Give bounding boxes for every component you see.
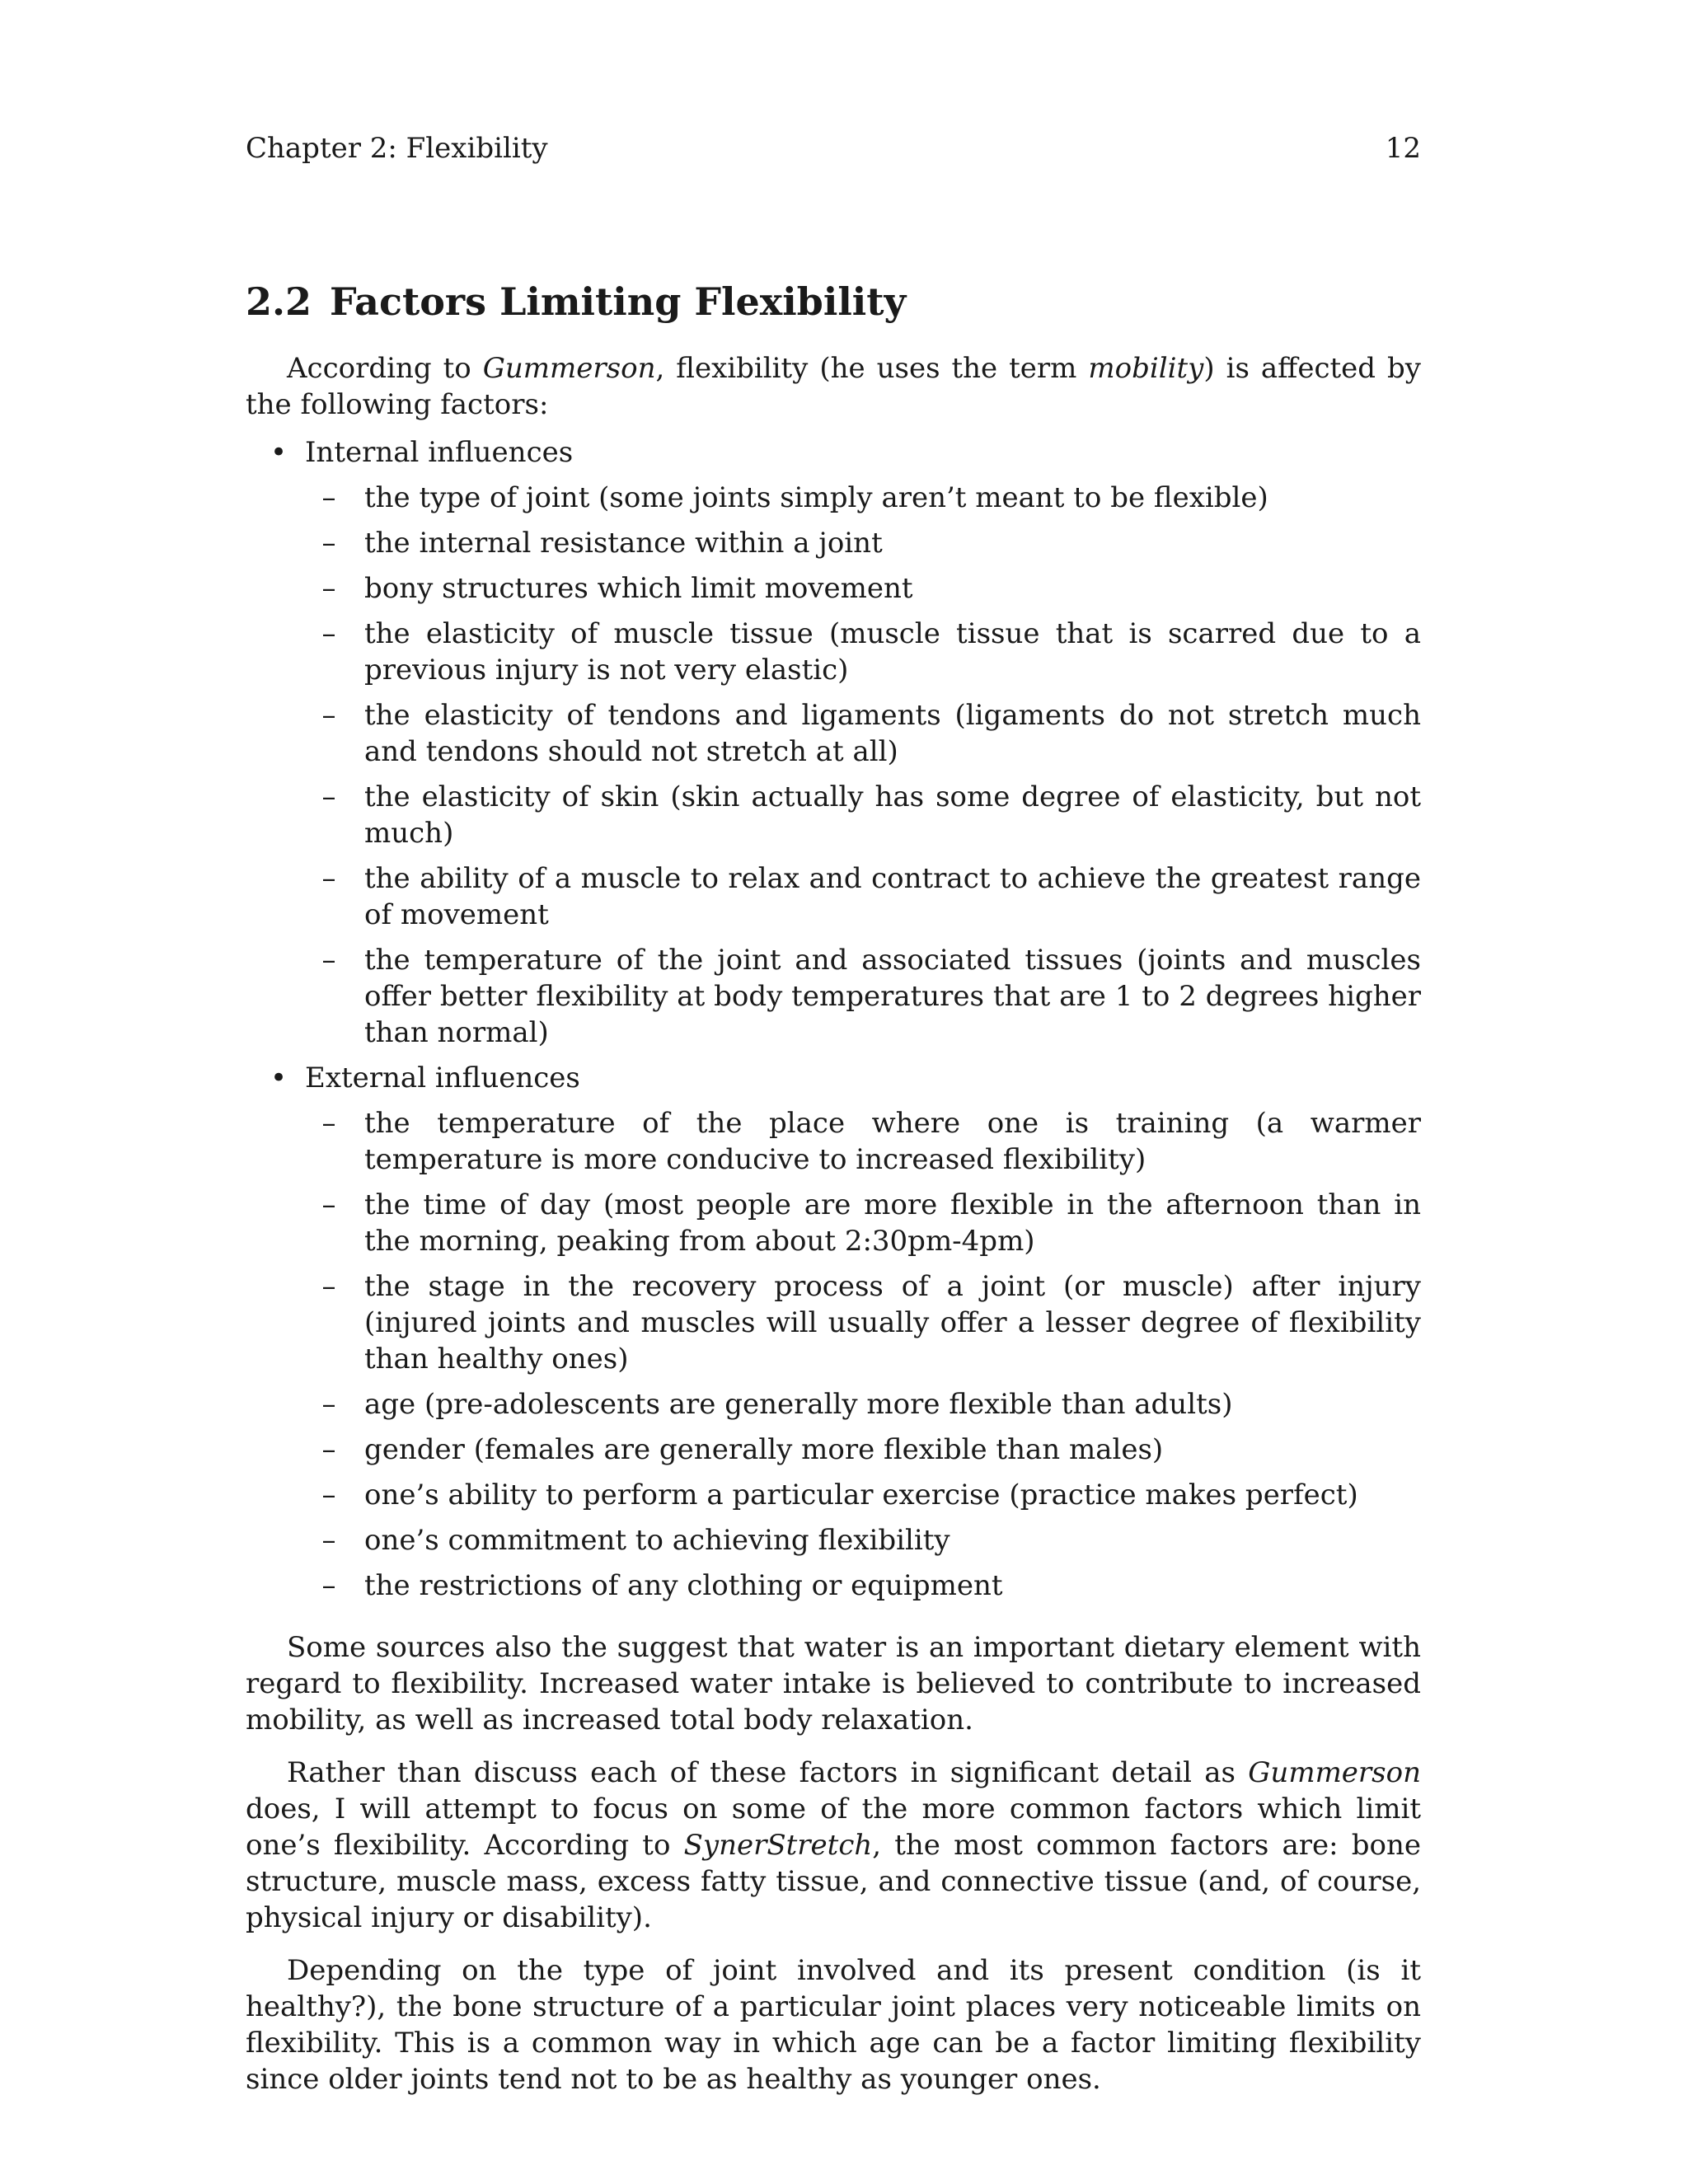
citation-gummerson: Gummerson [1248,1756,1421,1789]
dash-icon: – [321,527,336,560]
dash-icon: – [321,1188,336,1221]
term-mobility: mobility [1088,352,1204,385]
list-item-text: the restrictions of any clothing or equipment [364,1569,1003,1602]
dash-icon: – [321,780,336,813]
section-heading [246,279,1421,325]
section-number: 2.2 [246,279,312,324]
list-item [305,480,1421,516]
list-item [305,1568,1421,1604]
paragraph-text: Rather than discuss each of these factors in significant detail as [287,1756,1249,1789]
list-item-text: one’s ability to perform a particular exercise (practice makes perfect) [364,1479,1358,1511]
list-item [305,1105,1421,1178]
list-item [305,1432,1421,1468]
intro-text: , flexibility (he uses the term [655,352,1089,385]
dash-icon: – [321,1569,336,1602]
paragraph-text: does, I will attempt to focus on some of the more common factors which limit one’s flexibility. According to [246,1793,1421,1862]
list-item [305,942,1421,1051]
bullet-icon: • [270,1062,288,1094]
spacer [246,1738,1421,1755]
dash-icon: – [321,1270,336,1303]
list-item [305,1268,1421,1377]
factor-group-label: External influences [305,1062,580,1094]
dash-icon: – [321,1479,336,1511]
dash-icon: – [321,572,336,605]
dash-icon: – [321,862,336,895]
list-item [305,616,1421,688]
list-item-text: the temperature of the joint and associated tissues (joints and muscles offer better flexibility at body temperatures that are 1 to 2 degrees higher than normal) [364,944,1421,1049]
dash-icon: – [321,1388,336,1421]
spacer [246,1936,1421,1952]
factor-group-external [246,1060,1421,1604]
dash-icon: – [321,944,336,977]
bullet-icon: • [270,436,288,469]
water-paragraph: Some sources also the suggest that water is an important dietary element with regard to flexibility. Increased water intake is believed to contribute to increased mobility, as well as increased total body relaxation. [246,1631,1421,1736]
document-page [246,0,1421,2184]
list-item [305,525,1421,561]
bone-paragraph: Depending on the type of joint involved and its present condition (is it healthy?), the bone structure of a particular joint places very noticeable limits on flexibility. This is a common way in which age can be a factor limiting flexibility since older joints tend not to be as healthy as younger ones. [246,1954,1421,2096]
page-number: 12 [1385,132,1421,165]
rather-paragraph [246,1755,1421,1936]
dash-icon: – [321,1433,336,1466]
factors-list [246,434,1421,1604]
factor-group-internal [246,434,1421,1051]
citation-synerstretch: SynerStretch [683,1829,873,1862]
list-item-text: the elasticity of skin (skin actually has some degree of elasticity, but not much) [364,780,1421,850]
paragraph-text: , the most common factors are: bone structure, muscle mass, excess fatty tissue, and connective tissue (and, of course, physical injury or disability). [246,1829,1421,1934]
list-item [305,1187,1421,1259]
list-item [305,779,1421,851]
dash-icon: – [321,1107,336,1140]
citation-gummerson: Gummerson [482,352,656,385]
external-factors-list [305,1105,1421,1604]
intro-paragraph [246,350,1421,423]
list-item-text: the stage in the recovery process of a joint (or muscle) after injury (injured joints and muscles will usually offer a lesser degree of flexibility than healthy ones) [364,1270,1421,1376]
section-title: Factors Limiting Flexibility [330,279,907,324]
body-text [246,350,1421,2097]
list-item-text: one’s commitment to achieving flexibility [364,1524,950,1557]
list-item-text: the temperature of the place where one is training (a warmer temperature is more conducive to increased flexibility) [364,1107,1421,1176]
list-item-text: the elasticity of tendons and ligaments (ligaments do not stretch much and tendons should not stretch at all) [364,699,1421,768]
list-item [305,860,1421,933]
internal-factors-list [305,480,1421,1051]
intro-text: ) is affected by the following factors: [246,352,1421,421]
dash-icon: – [321,617,336,650]
list-item-text: the time of day (most people are more flexible in the afternoon than in the morning, peaking from about 2:30pm-4pm) [364,1188,1421,1258]
dash-icon: – [321,699,336,732]
list-item-text: age (pre-adolescents are generally more flexible than adults) [364,1388,1233,1421]
list-item [305,1386,1421,1422]
chapter-title: Chapter 2: Flexibility [246,132,548,165]
list-item [305,570,1421,607]
list-item-text: gender (females are generally more flexible than males) [364,1433,1164,1466]
list-item-text: the internal resistance within a joint [364,527,883,560]
intro-text: According to [287,352,483,385]
list-item [305,1522,1421,1558]
list-item [305,697,1421,770]
spacer [246,1613,1421,1629]
list-item [305,1477,1421,1513]
dash-icon: – [321,481,336,514]
list-item-text: the elasticity of muscle tissue (muscle tissue that is scarred due to a previous injury is not very elastic) [364,617,1421,687]
list-item-text: the type of joint (some joints simply aren’t meant to be flexible) [364,481,1268,514]
list-item-text: the ability of a muscle to relax and contract to achieve the greatest range of movement [364,862,1421,931]
factor-group-label: Internal influences [305,436,574,469]
dash-icon: – [321,1524,336,1557]
list-item-text: bony structures which limit movement [364,572,913,605]
